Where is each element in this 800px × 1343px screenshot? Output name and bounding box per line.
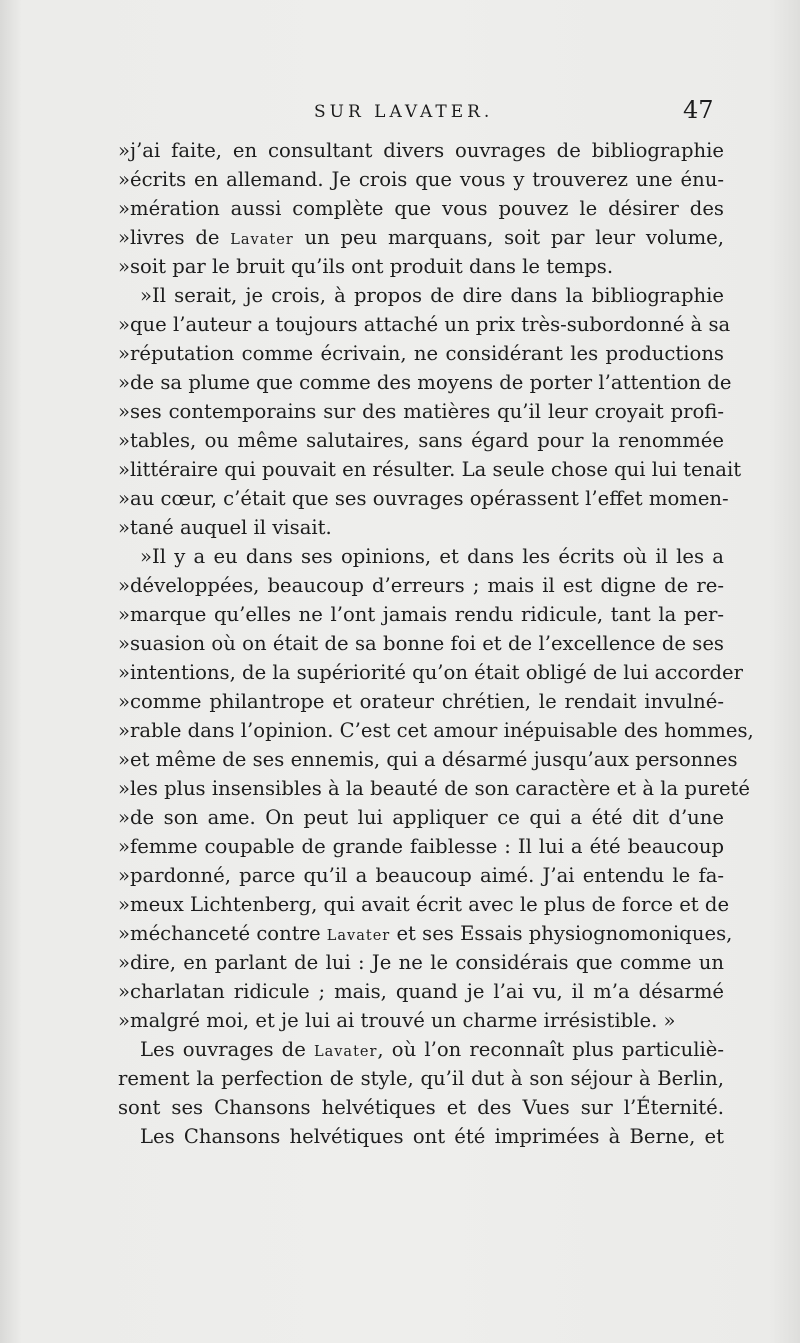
text-line: »écrits en allemand. Je crois que vous y trouverez une énu- — [118, 168, 724, 191]
text-line: »que l’auteur a toujours attaché un prix très-subordonné à sa — [118, 313, 731, 336]
text-line: »tané auquel il visait. — [118, 516, 332, 539]
text-line: »suasion où on était de sa bonne foi et de l’excellence de ses — [118, 632, 724, 655]
text-line: »soit par le bruit qu’ils ont produit dans le temps. — [118, 255, 614, 278]
text-line: »dire, en parlant de lui : Je ne le considérais que comme un — [118, 951, 724, 974]
text-line: »livres de Lavater un peu marquans, soit par leur volume, — [118, 226, 724, 249]
text-line: »charlatan ridicule ; mais, quand je l’ai vu, il m’a désarmé — [118, 980, 724, 1003]
lavater-small-caps: Lavater — [230, 232, 294, 248]
text-line: »j’ai faite, en consultant divers ouvrages de bibliographie — [118, 139, 724, 162]
text-line: rement la perfection de style, qu’il dut à son séjour à Berlin, — [118, 1067, 724, 1090]
text-line: »de son ame. On peut lui appliquer ce qui a été dit d’une — [118, 806, 724, 829]
text-line: »mération aussi complète que vous pouvez le désirer des — [118, 197, 724, 220]
text-line: »au cœur, c’était que ses ouvrages opérassent l’effet momen- — [118, 487, 729, 510]
text-line: »réputation comme écrivain, ne considérant les productions — [118, 342, 724, 365]
text-line: »femme coupable de grande faiblesse : Il lui a été beaucoup — [118, 835, 724, 858]
lavater-small-caps: Lavater — [313, 1044, 378, 1060]
text-line: »malgré moi, et je lui ai trouvé un charme irrésistible. » — [118, 1009, 676, 1032]
text-line: »et même de ses ennemis, qui a désarmé jusqu’aux personnes — [118, 748, 738, 771]
text-line: »marque qu’elles ne l’ont jamais rendu ridicule, tant la per- — [118, 603, 724, 626]
lavater-small-caps: Lavater — [326, 928, 391, 944]
text-line: »de sa plume que comme des moyens de porter l’attention de — [118, 371, 732, 394]
text-line: »développées, beaucoup d’erreurs ; mais il est digne de re- — [118, 574, 724, 597]
text-line: Les Chansons helvétiques ont été imprimées à Berne, et — [140, 1125, 724, 1148]
text-line: Les ouvrages de Lavater, où l’on reconnaît plus particuliè- — [140, 1038, 725, 1061]
text-line: »ses contemporains sur des matières qu’il leur croyait profi- — [118, 400, 724, 423]
text-line: »Il y a eu dans ses opinions, et dans les écrits où il les a — [140, 545, 724, 568]
text-line: »intentions, de la supériorité qu’on était obligé de lui accorder — [118, 661, 743, 684]
text-line: »tables, ou même salutaires, sans égard pour la renommée — [118, 429, 724, 452]
text-line: »rable dans l’opinion. C’est cet amour inépuisable des hommes, — [118, 719, 754, 742]
running-head — [0, 96, 800, 130]
text-line: »littéraire qui pouvait en résulter. La seule chose qui lui tenait — [118, 458, 742, 481]
text-line: »comme philantrope et orateur chrétien, le rendait invulné- — [118, 690, 724, 713]
text-line: »meux Lichtenberg, qui avait écrit avec le plus de force et de — [118, 893, 730, 916]
text-line: »Il serait, je crois, à propos de dire dans la bibliographie — [140, 284, 724, 307]
text-line: »pardonné, parce qu’il a beaucoup aimé. J’ai entendu le fa- — [118, 864, 724, 887]
text-line: »les plus insensibles à la beauté de son caractère et à la pureté — [118, 777, 751, 800]
text-line: sont ses Chansons helvétiques et des Vues sur l’Éternité. — [118, 1096, 724, 1119]
running-title: SUR LAVATER. — [314, 102, 494, 122]
text-line: »méchanceté contre Lavater et ses Essais physiognomoniques, — [118, 922, 733, 945]
page-number: 47 — [683, 96, 714, 124]
